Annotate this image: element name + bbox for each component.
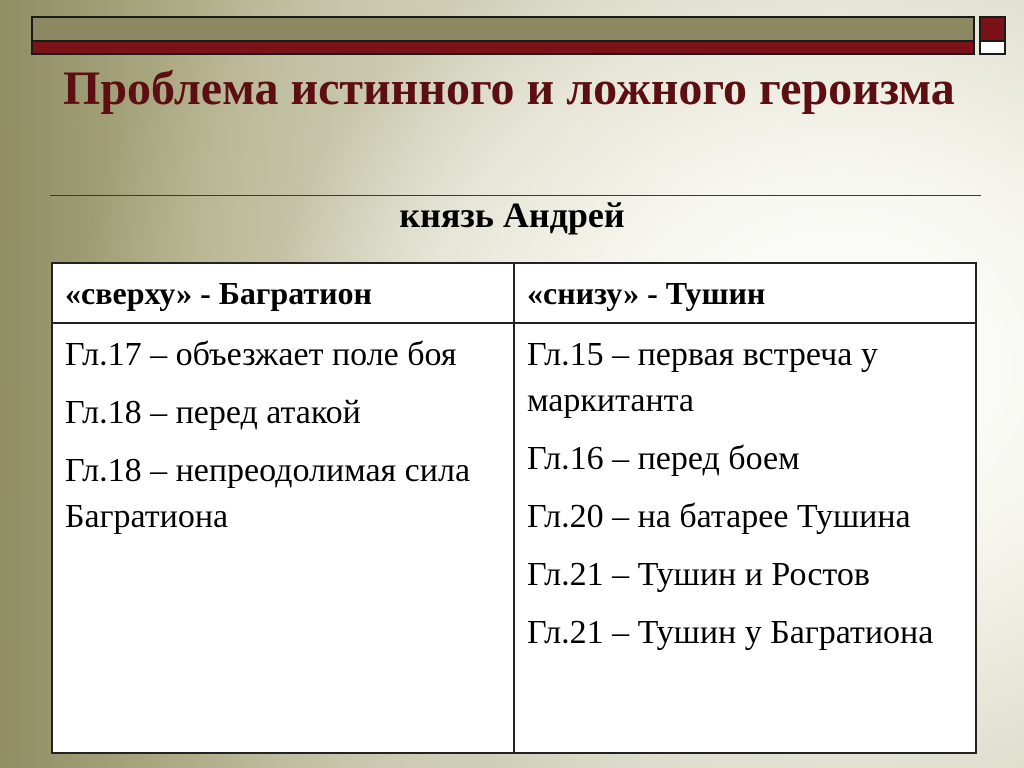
chapter-entry: Гл.21 – Тушин у Багратиона bbox=[527, 614, 934, 651]
chapter-entry: Гл.16 – перед боем bbox=[527, 440, 800, 477]
chapter-entry: Гл.21 – Тушин и Ростов bbox=[527, 556, 870, 593]
heroism-table bbox=[51, 262, 977, 754]
column-header-bagration: «сверху» - Багратион bbox=[52, 263, 514, 323]
column-header-tushin: «снизу» - Тушин bbox=[514, 263, 976, 323]
chapter-entry: Гл.17 – объезжает поле боя bbox=[65, 336, 457, 373]
decorative-red-square bbox=[979, 16, 1006, 42]
column-tushin-cell bbox=[514, 323, 976, 753]
table-header-row bbox=[52, 263, 976, 323]
chapter-entry: Гл.20 – на батарее Тушина bbox=[527, 498, 911, 535]
chapter-entry: Гл.15 – первая встреча у маркитанта bbox=[527, 336, 878, 419]
decorative-red-stripe bbox=[31, 42, 975, 55]
slide-subtitle: князь Андрей bbox=[399, 195, 625, 235]
table-row bbox=[52, 323, 976, 753]
column-bagration-cell bbox=[52, 323, 514, 753]
chapter-entry: Гл.18 – перед атакой bbox=[65, 394, 361, 431]
chapter-entry: Гл.18 – непреодолимая сила Багратиона bbox=[65, 452, 471, 535]
decorative-top-bar bbox=[31, 16, 975, 42]
slide-title: Проблема истинного и ложного героизма bbox=[63, 62, 955, 115]
decorative-white-square bbox=[979, 42, 1006, 55]
